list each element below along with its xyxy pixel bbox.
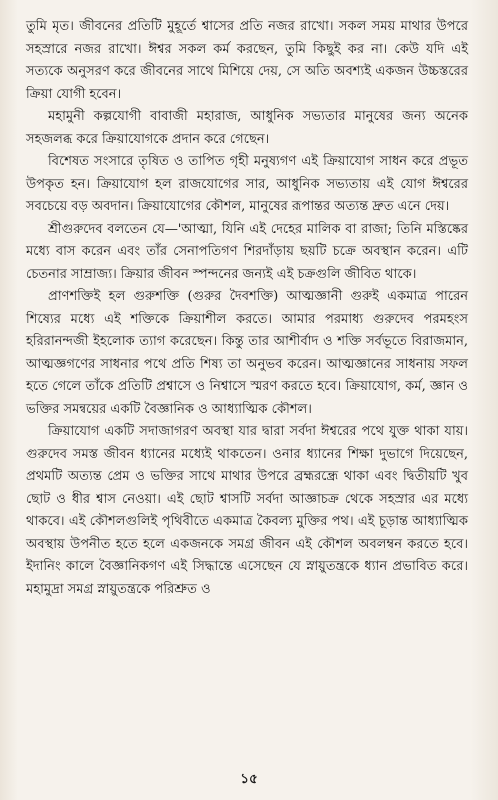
paragraph-6: ক্রিয়াযোগ একটি সদাজাগরণ অবস্থা যার দ্বারা সর্বদা ঈশ্বরের পথে যুক্ত থাকা যায়। গুরুদেব সমস্ত জীবন ধ্যানের মধ্যেই থাকতেন। ওনার ধ্যানের শিক্ষা দুভাগে দিয়েছেন, প্রথমটি অত্যন্ত প্রেম ও ভক্তির সাথে মাথার উপরে ব্রহ্মরন্ধ্রে থাকা এবং দ্বিতীয়টি খুব ছোট ও ধীর শ্বাস নেওয়া। এই ছোট শ্বাসটি সর্বদা আজ্ঞাচক্র থেকে সহস্রার এর মধ্যে থাকবে। এই কৌশলগুলিই পৃথিবীতে একমাত্র কৈবল্য মুক্তির পথ। এই চূড়ান্ত আধ্যাত্মিক অবস্থায় উপনীত হতে হলে একজনকে সমগ্র জীবন এই কৌশল অবলম্বন করতে হবে। ইদানিং কালে বৈজ্ঞানিকগণ এই সিদ্ধান্তে এসেছেন যে স্নায়ুতন্ত্রকে ধ্যান প্রভাবিত করে। মহামুদ্রা সমগ্র স্নায়ুতন্ত্রকে পরিশ্রুত ও: [26, 424, 468, 597]
paragraph-2: মহামুনী কল্পযোগী বাবাজী মহারাজ, আধুনিক সভ্যতার মানুষের জন্য অনেক সহজলব্ধ করে ক্রিয়াযোগকে প্রদান করে গেছেন।: [26, 109, 468, 147]
paragraph-3: বিশেষত সংসারে তৃষিত ও তাপিত গৃহী মনুষ্যগণ এই ক্রিয়াযোগ সাধন করে প্রভূত উপকৃত হন। ক্রিয়াযোগ হল রাজযোগের সার, আধুনিক সভ্যতায় এই যোগ ঈশ্বরের সবচেয়ে বড় অবদান। ক্রিয়াযোগের কৌশল, মানুষের রূপান্তর অত্যন্ত দ্রুত এনে দেয়।: [26, 154, 468, 214]
body-text: [26, 16, 468, 601]
paragraph-1: তুমি মৃত। জীবনের প্রতিটি মুহূর্তে শ্বাসের প্রতি নজর রাখো। সকল সময় মাথার উপরে সহস্রারে নজর রাখো। ঈশ্বর সকল কর্ম করছেন, তুমি কিছুই কর না। কেউ যদি এই সত্যকে অনুসরণ করে জীবনের সাথে মিশিয়ে দেয়, সে অতি অবশ্যই একজন উচ্চস্তরের ক্রিয়া যোগী হবেন।: [26, 19, 468, 102]
page-number: ১৫: [240, 771, 258, 787]
paragraph-4: শ্রীগুরুদেব বলতেন যে—'আত্মা, যিনি এই দেহের মালিক বা রাজা; তিনি মস্তিষ্কের মধ্যে বাস করেন এবং তাঁর সেনাপতিগণ শিরদাঁড়ায় ছয়টি চক্রে অবস্থান করেন। এটি চেতনার সাম্রাজ্য। ক্রিয়ার জীবন স্পন্দনের জন্যই এই চক্রগুলি জীবিত থাকে।: [26, 221, 468, 282]
paragraph-5: প্রাণশক্তিই হল গুরুশক্তি (গুরুর দৈবশক্তি) আত্মজ্ঞানী গুরুই একমাত্র পারেন শিষ্যের মধ্যে এই শক্তিকে ক্রিয়াশীল করতে। আমার পরমাধ্য গুরুদেব পরমহংস হরিরানন্দজী ইহলোক ত্যাগ করেছেন। কিন্তু তার আশীর্বাদ ও শক্তি সর্বভূতে বিরাজমান, আত্মজ্ঞগণের সাধনার পথে প্রতি শিষ্য তা অনুভব করেন। আত্মজ্ঞানের সাধনায় সফল হতে গেলে তাঁকে প্রতিটি প্রশ্বাসে ও নিশ্বাসে স্মরণ করতে হবে। ক্রিয়াযোগ, কর্ম, জ্ঞান ও ভক্তির সমন্বয়ের একটি বৈজ্ঞানিক ও আধ্যাত্মিক কৌশল।: [26, 289, 468, 417]
